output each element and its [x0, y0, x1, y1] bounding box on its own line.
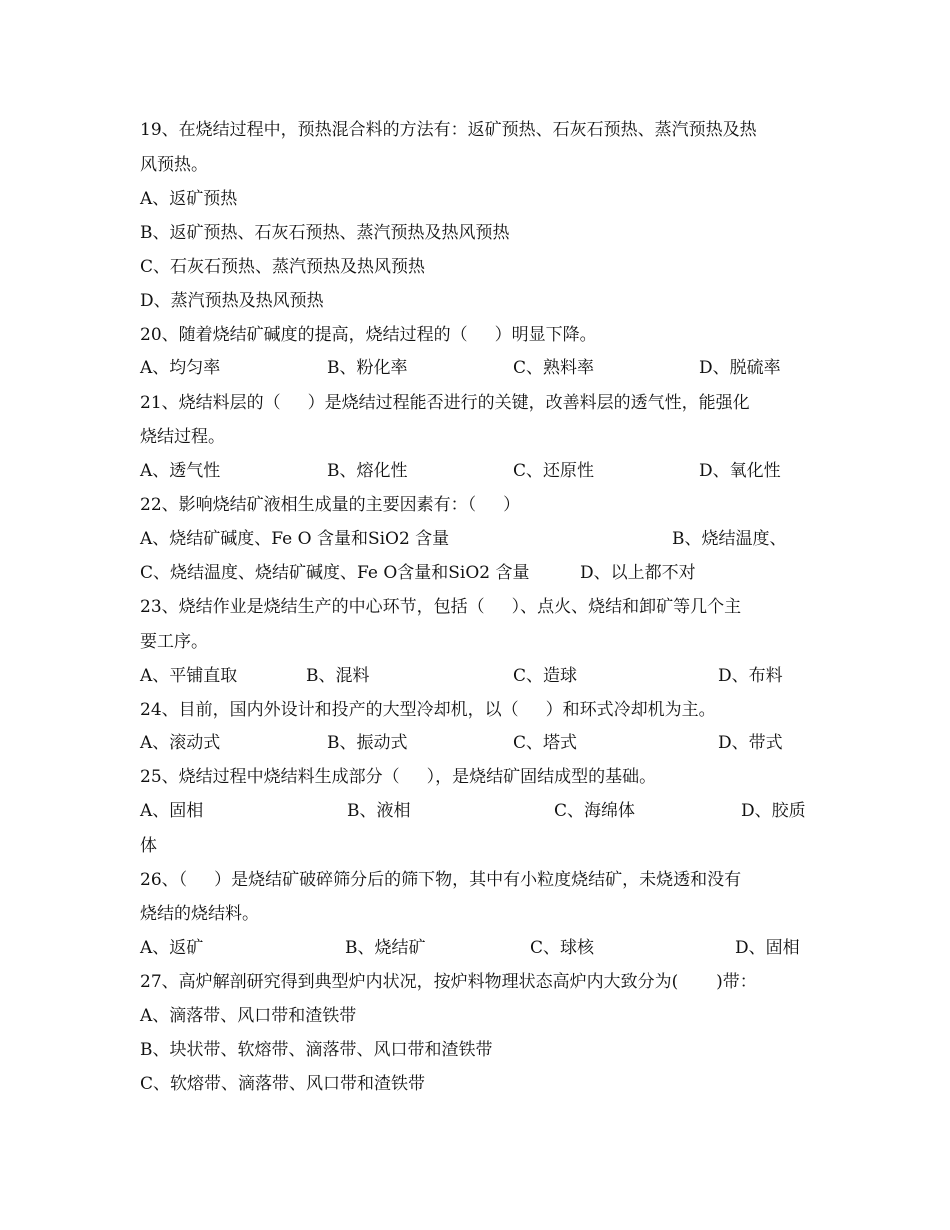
q20-stem: 20、随着烧结矿碱度的提高，烧结过程的（ ）明显下降。 — [140, 325, 597, 345]
q24-option-c: C、塔式 — [513, 733, 578, 753]
q23-option-c: C、造球 — [513, 666, 578, 686]
q27-stem: 27、高炉解剖研究得到典型炉内状况，按炉料物理状态高炉内大致分为( )带： — [140, 972, 757, 992]
q19-stem-line2: 风预热。 — [140, 155, 208, 175]
q23-option-b: B、混料 — [306, 666, 370, 686]
q19-option-d: D、蒸汽预热及热风预热 — [140, 291, 324, 311]
q19-option-a: A、返矿预热 — [140, 189, 238, 209]
q25-stem: 25、烧结过程中烧结料生成部分（ ），是烧结矿固结成型的基础。 — [140, 767, 657, 787]
q20-option-c: C、熟料率 — [513, 358, 595, 378]
q22-option-c: C、烧结温度、烧结矿碱度、Fe O含量和SiO2 含量 — [140, 563, 530, 583]
q21-option-b: B、熔化性 — [327, 461, 408, 481]
q25-option-b: B、液相 — [347, 801, 411, 821]
q24-option-a: A、滚动式 — [140, 733, 221, 753]
q26-option-b: B、烧结矿 — [345, 938, 426, 958]
q23-stem-line1: 23、烧结作业是烧结生产的中心环节，包括（ ）、点火、烧结和卸矿等几个主 — [140, 597, 742, 617]
q21-option-c: C、还原性 — [513, 461, 595, 481]
q26-option-d: D、固相 — [735, 938, 800, 958]
q20-option-a: A、均匀率 — [140, 358, 221, 378]
q27-option-a: A、滴落带、风口带和渣铁带 — [140, 1006, 357, 1026]
q24-option-d: D、带式 — [718, 733, 783, 753]
q26-stem-line2: 烧结的烧结料。 — [140, 904, 259, 924]
q23-option-a: A、平铺直取 — [140, 666, 238, 686]
q25-option-a: A、固相 — [140, 801, 204, 821]
q25-option-c: C、海绵体 — [554, 801, 636, 821]
q21-stem-line1: 21、烧结料层的（ ）是烧结过程能否进行的关键，改善料层的透气性，能强化 — [140, 393, 750, 413]
q23-stem-line2: 要工序。 — [140, 632, 208, 652]
q26-option-c: C、球核 — [530, 938, 595, 958]
q21-option-d: D、氧化性 — [699, 461, 781, 481]
q26-stem-line1: 26、（ ）是烧结矿破碎筛分后的筛下物，其中有小粒度烧结矿，未烧透和没有 — [140, 870, 742, 890]
q21-stem-line2: 烧结过程。 — [140, 427, 225, 447]
q27-option-c: C、软熔带、滴落带、风口带和渣铁带 — [140, 1074, 426, 1094]
q21-option-a: A、透气性 — [140, 461, 221, 481]
q20-option-d: D、脱硫率 — [699, 358, 781, 378]
q23-option-d: D、布料 — [718, 666, 783, 686]
q24-option-b: B、振动式 — [327, 733, 408, 753]
q19-option-c: C、石灰石预热、蒸汽预热及热风预热 — [140, 257, 426, 277]
q22-option-a: A、烧结矿碱度、Fe O 含量和SiO2 含量 — [140, 529, 450, 549]
q20-option-b: B、粉化率 — [327, 358, 408, 378]
q22-stem: 22、影响烧结矿液相生成量的主要因素有：（ ） — [140, 495, 521, 515]
q19-stem-line1: 19、在烧结过程中，预热混合料的方法有：返矿预热、石灰石预热、蒸汽预热及热 — [140, 120, 757, 140]
q26-option-a: A、返矿 — [140, 938, 204, 958]
q27-option-b: B、块状带、软熔带、滴落带、风口带和渣铁带 — [140, 1040, 493, 1060]
q22-option-b: B、烧结温度、 — [672, 529, 787, 549]
q24-stem: 24、目前，国内外设计和投产的大型冷却机，以（ ）和环式冷却机为主。 — [140, 700, 716, 720]
q19-option-b: B、返矿预热、石灰石预热、蒸汽预热及热风预热 — [140, 223, 510, 243]
q22-option-d: D、以上都不对 — [580, 563, 696, 583]
q25-option-d-continued: 体 — [140, 836, 157, 856]
q25-option-d: D、胶质 — [741, 801, 806, 821]
